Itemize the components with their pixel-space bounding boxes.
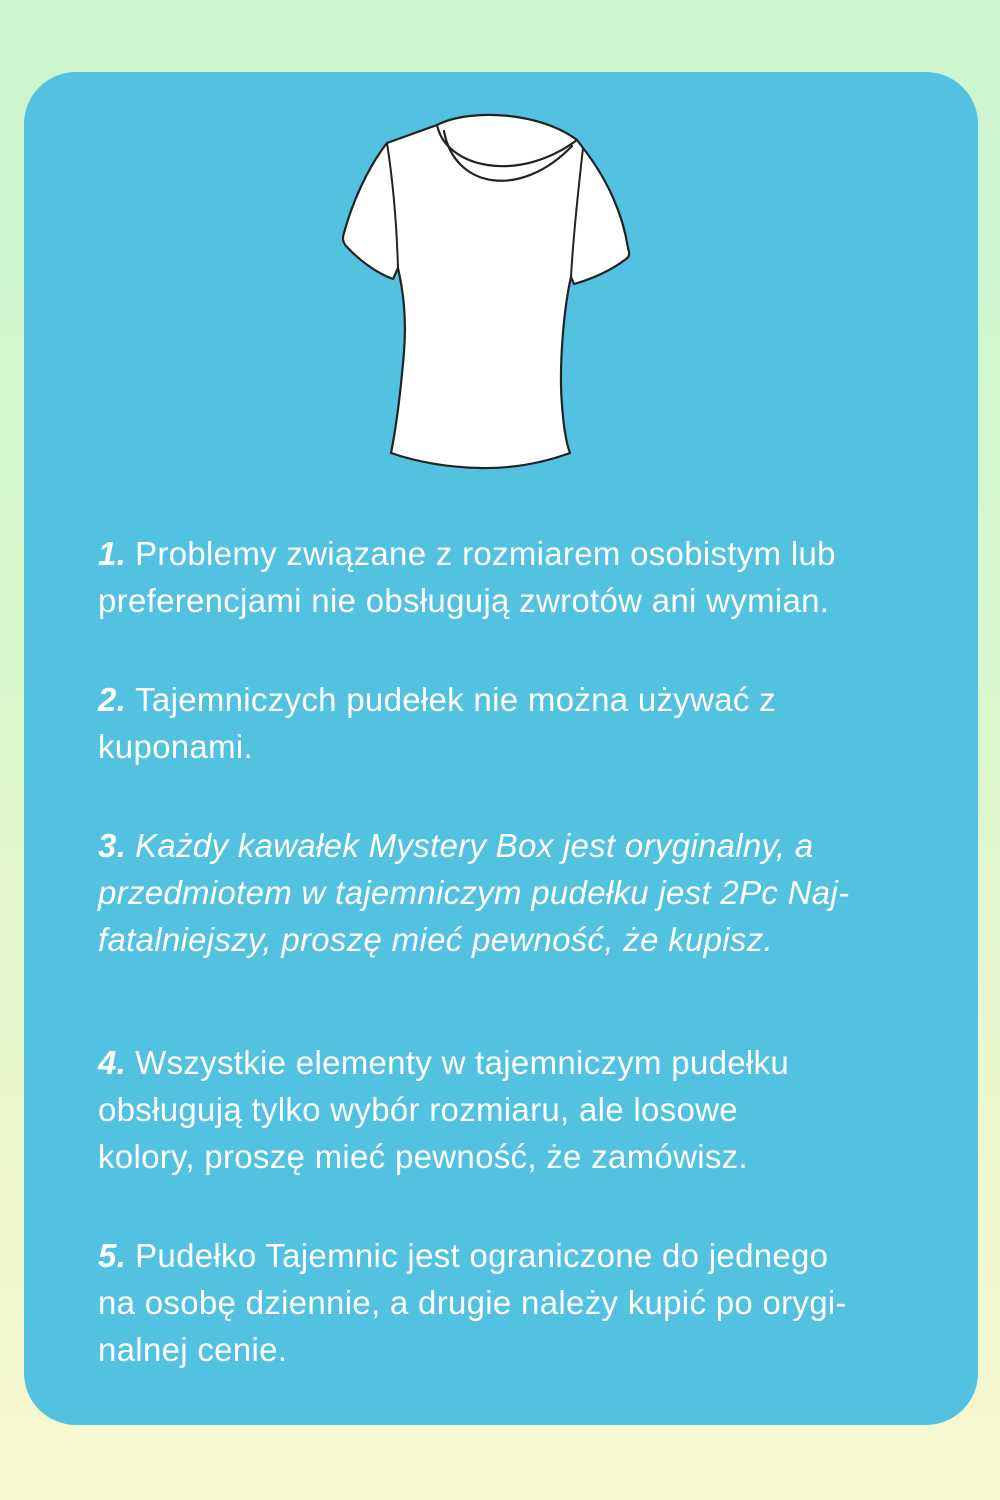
policy-card	[24, 72, 978, 1425]
policy-item-2-line-2: kuponami.	[98, 728, 253, 765]
policy-item-5	[98, 1232, 934, 1373]
policy-item-1-text: Problemy związane z rozmiarem osobistym lub	[135, 535, 836, 572]
policy-list	[98, 530, 934, 1425]
policy-item-3-line-2: przedmiotem w tajemniczym pudełku jest 2Pc Naj-	[98, 874, 850, 911]
policy-item-3-line-1	[98, 822, 934, 869]
policy-item-5-line-2: na osobę dziennie, a drugie należy kupić po orygi-	[98, 1284, 847, 1321]
tshirt-icon	[340, 100, 640, 475]
policy-item-2-number: 2.	[98, 681, 127, 718]
policy-item-5-number: 5.	[98, 1237, 127, 1274]
policy-item-5-text: Pudełko Tajemnic jest ograniczone do jednego	[135, 1237, 829, 1274]
policy-item-4	[98, 1039, 934, 1180]
policy-item-3-number: 3.	[98, 827, 127, 864]
policy-item-3-text: Każdy kawałek Mystery Box jest oryginalny, a	[135, 827, 814, 864]
policy-item-4-line-2: obsługują tylko wybór rozmiaru, ale losowe	[98, 1091, 738, 1128]
policy-item-4-number: 4.	[98, 1044, 127, 1081]
policy-item-5-line-3: nalnej cenie.	[98, 1331, 288, 1368]
policy-item-4-text: Wszystkie elementy w tajemniczym pudełku	[135, 1044, 789, 1081]
policy-item-1-number: 1.	[98, 535, 127, 572]
policy-item-2	[98, 676, 934, 770]
policy-item-4-line-3: kolory, proszę mieć pewność, że zamówisz.	[98, 1138, 748, 1175]
policy-item-3-line-3: fatalniejszy, proszę mieć pewność, że kupisz.	[98, 921, 773, 958]
policy-item-5-line-1	[98, 1232, 934, 1279]
policy-item-4-line-1	[98, 1039, 934, 1086]
policy-item-2-text: Tajemniczych pudełek nie można używać z	[135, 681, 776, 718]
policy-item-3	[98, 822, 934, 963]
policy-item-2-line-1	[98, 676, 934, 723]
policy-item-1-line-1	[98, 530, 934, 577]
policy-item-1-line-2: preferencjami nie obsługują zwrotów ani wymian.	[98, 582, 830, 619]
policy-item-1	[98, 530, 934, 624]
